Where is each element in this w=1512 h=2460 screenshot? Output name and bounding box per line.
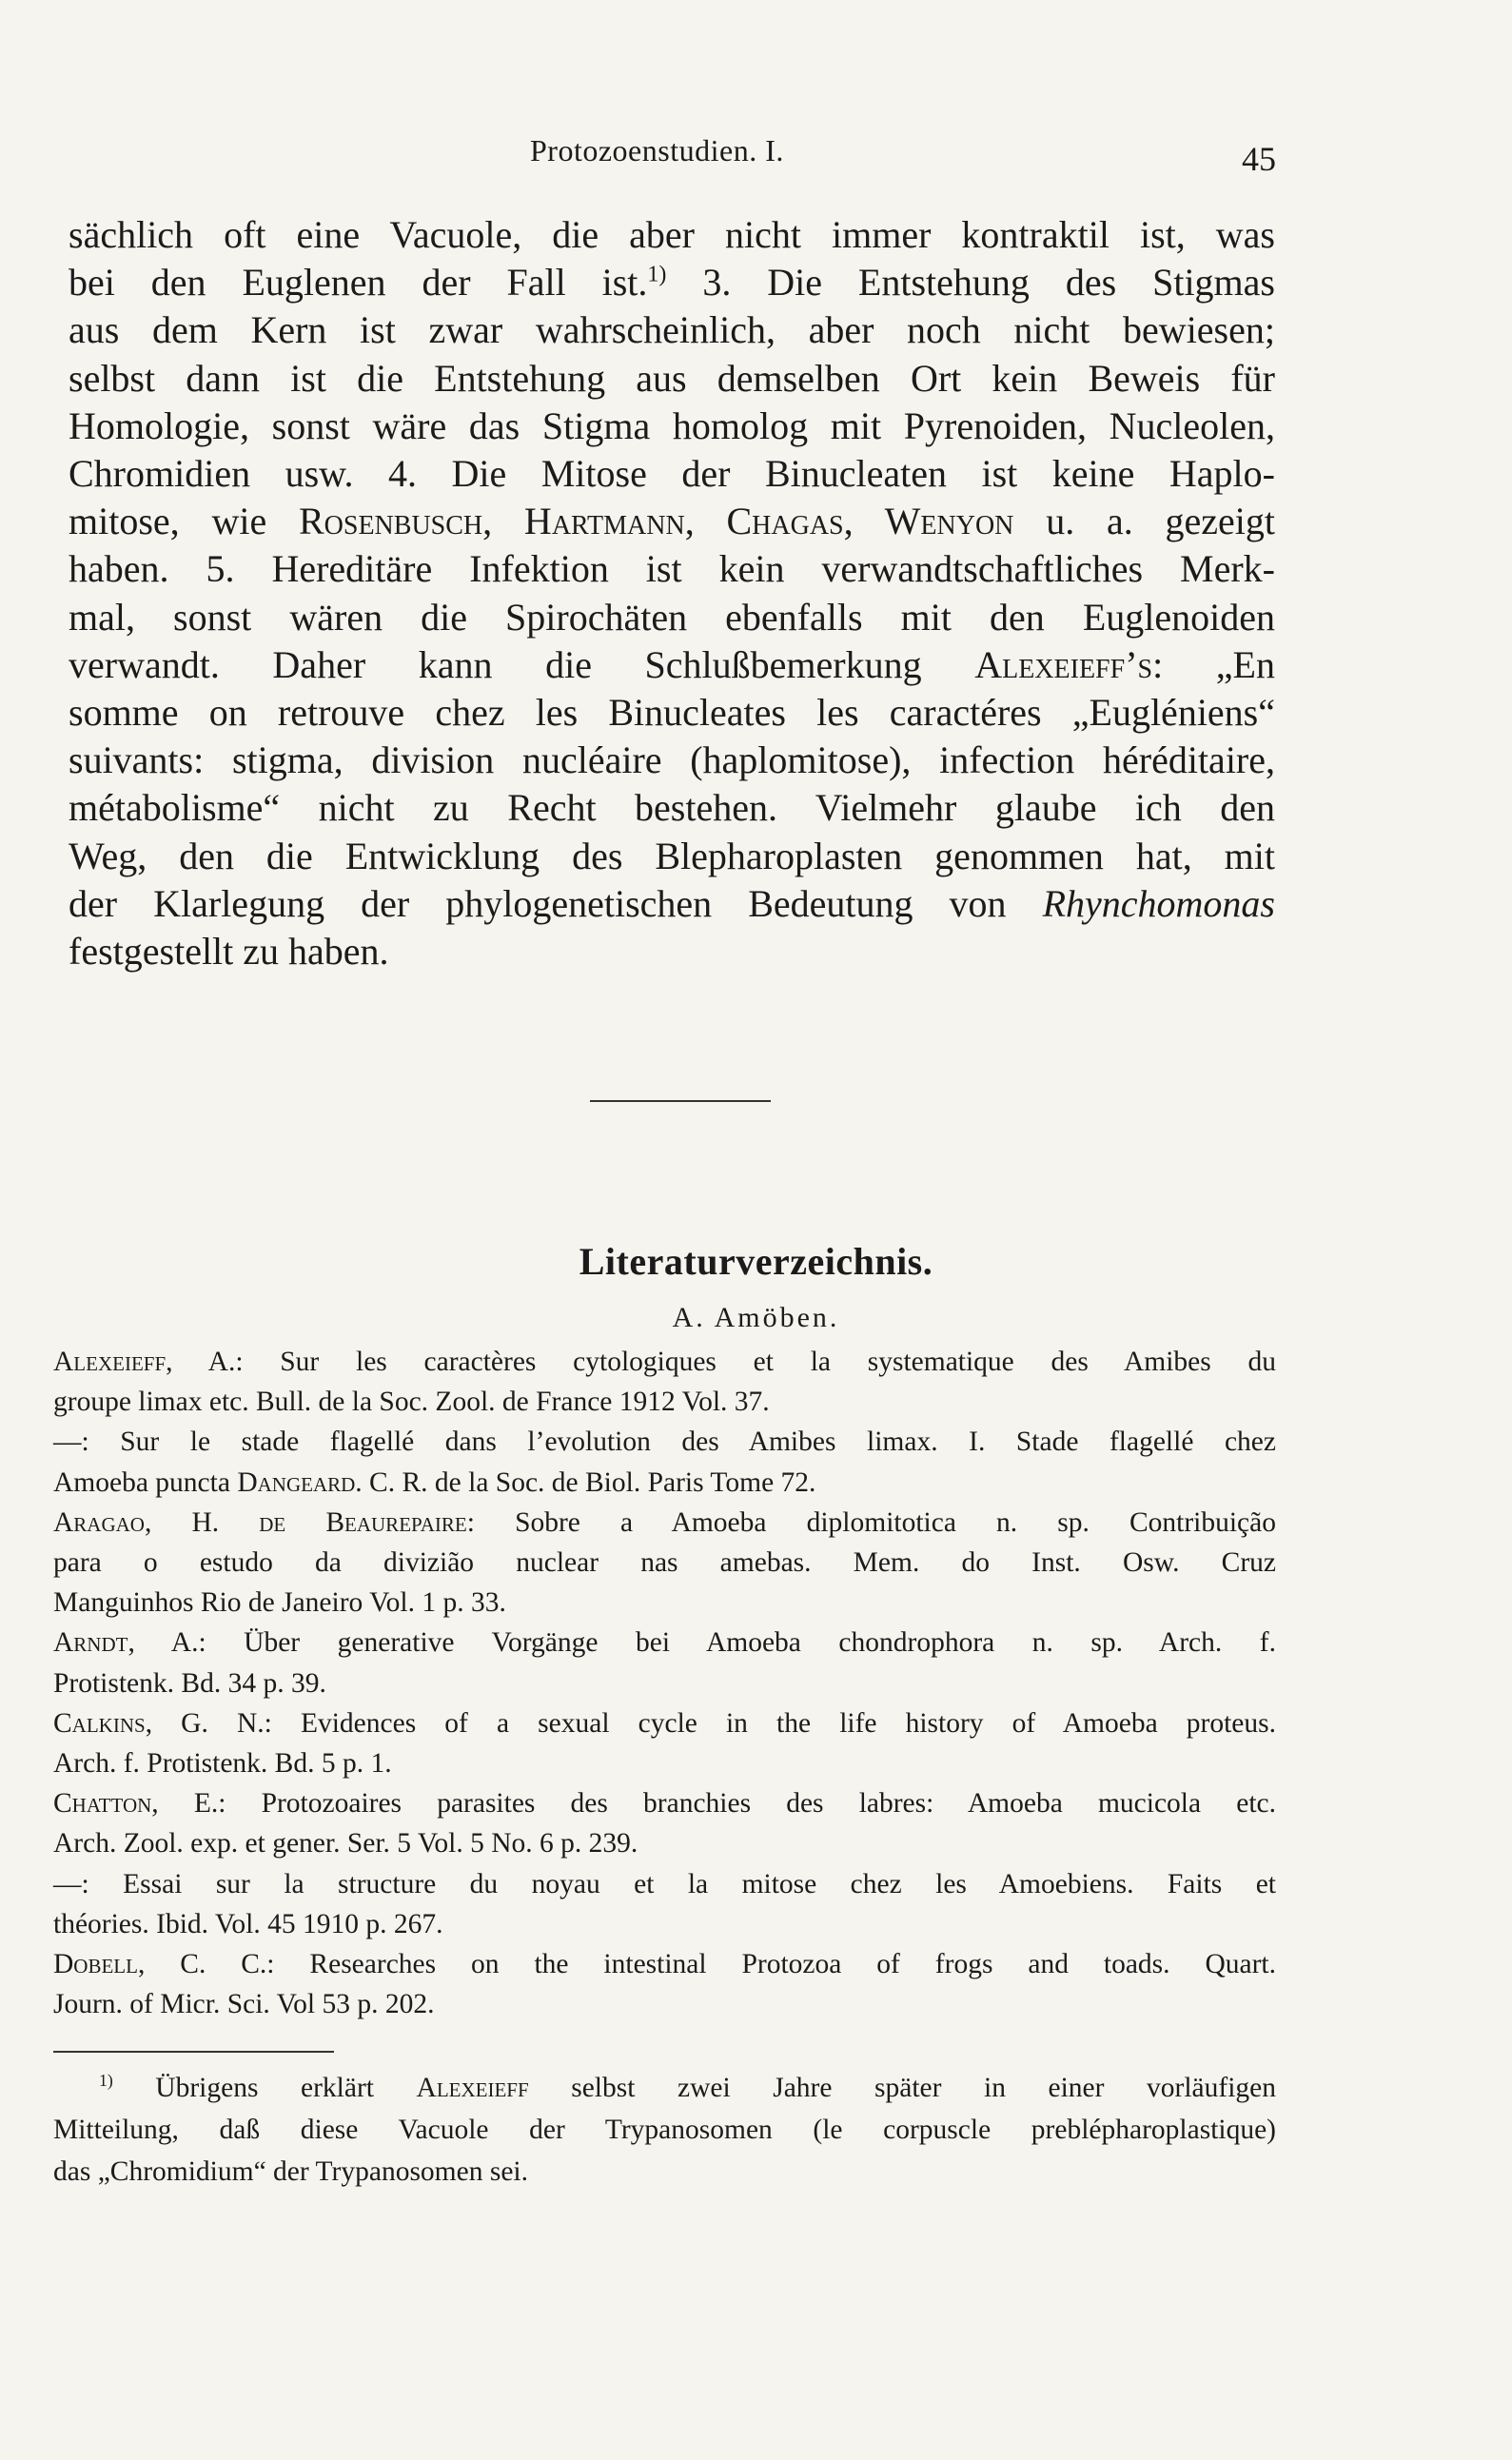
footnote: $^{1)}$ Übrigens erklärt Alexeieff selbst zwei Jahre später in einer vorläufigen Mitteilung, daß diese Vacuole der Trypanosomen (le corpuscle preblépharoplastique) das „Chromidium“ der Trypanosomen sei.: [53, 2071, 1276, 2187]
body-line: métabolisme“ nicht zu Recht bestehen. Vielmehr glaube ich den: [69, 786, 1275, 830]
reference-author: Dangeard: [237, 1466, 356, 1498]
genus-name: Rhynchomonas: [1042, 881, 1275, 925]
footnote-ref: 1): [647, 262, 667, 287]
reference-author: Alexeieff: [53, 1347, 167, 1377]
footnote-divider: [53, 2051, 334, 2053]
reference-entry: —: Essai sur la structure du noyau et la mitose chez les Amoebiens. Faits et théories. Ibid. Vol. 45 1910 p. 267.: [53, 1868, 1276, 1939]
page-header: [0, 133, 1512, 178]
body-line: sächlich oft eine Vacuole, die aber nicht immer kontraktil ist, was: [69, 213, 1275, 256]
footnote-marker: 1): [99, 2071, 113, 2091]
reference-entry: Alexeieff, A.: Sur les caractères cytologiques et la systematique des Amibes du groupe limax etc. Bull. de la Soc. Zool. de France 1912 Vol. 37.: [53, 1347, 1276, 1418]
body-line: somme on retrouve chez les Binucleates les caractéres „Eugléniens“: [69, 691, 1275, 735]
section-subtitle: A. Amöben.: [672, 1302, 840, 1333]
body-line: aus dem Kern ist zwar wahrscheinlich, aber noch nicht bewiesen;: [69, 308, 1275, 352]
reference-author: Dobell: [53, 1949, 138, 1980]
reference-author: Calkins: [53, 1707, 146, 1739]
body-line: verwandt. Daher kann die Schlußbemerkung Alexeieff’s: „En: [69, 642, 1275, 686]
body-line: der Klarlegung der phylogenetischen Bedeutung von Rhynchomonas: [69, 881, 1275, 925]
reference-author: Chatton: [53, 1788, 152, 1820]
body-line: festgestellt zu haben.: [69, 930, 389, 974]
reference-author: Aragao: [53, 1506, 145, 1538]
body-line: selbst dann ist die Entstehung aus demselben Ort kein Beweis für: [69, 356, 1275, 400]
body-line: Weg, den die Entwicklung des Blepharoplasten genommen hat, mit: [69, 834, 1275, 877]
body-line: haben. 5. Hereditäre Infektion ist kein verwandtschaftliches Merk-: [69, 547, 1275, 591]
author-name: Alexeieff’s: [974, 642, 1153, 686]
author-names: Rosenbusch, Hartmann, Chagas, Wenyon: [298, 500, 1014, 543]
section-divider: [590, 1100, 771, 1102]
reference-entry: Dobell, C. C.: Researches on the intestinal Protozoa of frogs and toads. Quart. Journ. of Micr. Sci. Vol 53 p. 202.: [53, 1949, 1276, 2020]
reference-entry: Aragao, H. de Beaurepaire: Sobre a Amoeba diplomitotica n. sp. Contribuição para o estudo da divizião nuclear nas amebas. Mem. do Inst. Osw. Cruz Manguinhos Rio de Janeiro Vol. 1 p. 33.: [53, 1506, 1276, 1619]
reference-entry: Calkins, G. N.: Evidences of a sexual cycle in the life history of Amoeba proteus. Arch. f. Protistenk. Bd. 5 p. 1.: [53, 1707, 1276, 1780]
reference-entry: Arndt, A.: Über generative Vorgänge bei Amoeba chondrophora n. sp. Arch. f. Protistenk. Bd. 34 p. 39.: [53, 1627, 1276, 1699]
reference-entry: —: Sur le stade flagellé dans l’evolution des Amibes limax. I. Stade flagellé chez Amoeba puncta Dangeard. C. R. de la Soc. de Biol. Paris Tome 72.: [53, 1427, 1276, 1498]
body-line: bei den Euglenen der Fall ist.$^{1)}$ 3. Die Entstehung des Stigmas: [69, 261, 1275, 305]
body-paragraph: [69, 211, 1275, 975]
reference-entry: Chatton, E.: Protozoaires parasites des branchies des labres: Amoeba mucicola etc. Arch. Zool. exp. et gener. Ser. 5 Vol. 5 No. 6 p. 239.: [53, 1788, 1276, 1860]
body-line: Chromidien usw. 4. Die Mitose der Binucleaten ist keine Haplo-: [69, 452, 1275, 496]
page-number: 45: [1242, 140, 1276, 178]
running-head: Protozoenstudien. I.: [530, 133, 784, 167]
body-line: mitose, wie Rosenbusch, Hartmann, Chagas, Wenyon u. a. gezeigt: [69, 500, 1275, 543]
section-title: Literaturverzeichnis.: [579, 1240, 933, 1283]
reference-author: Arndt: [53, 1627, 128, 1659]
reference-author: de Beaurepaire: [259, 1506, 467, 1538]
body-line: mal, sonst wären die Spirochäten ebenfalls mit den Euglenoiden: [69, 595, 1275, 639]
body-line: suivants: stigma, division nucléaire (haplomitose), infection héréditaire,: [69, 738, 1275, 782]
reference-list: [53, 1342, 1276, 2024]
author-name: Alexeieff: [416, 2073, 529, 2103]
body-line: Homologie, sonst wäre das Stigma homolog mit Pyrenoiden, Nucleolen,: [69, 403, 1275, 447]
